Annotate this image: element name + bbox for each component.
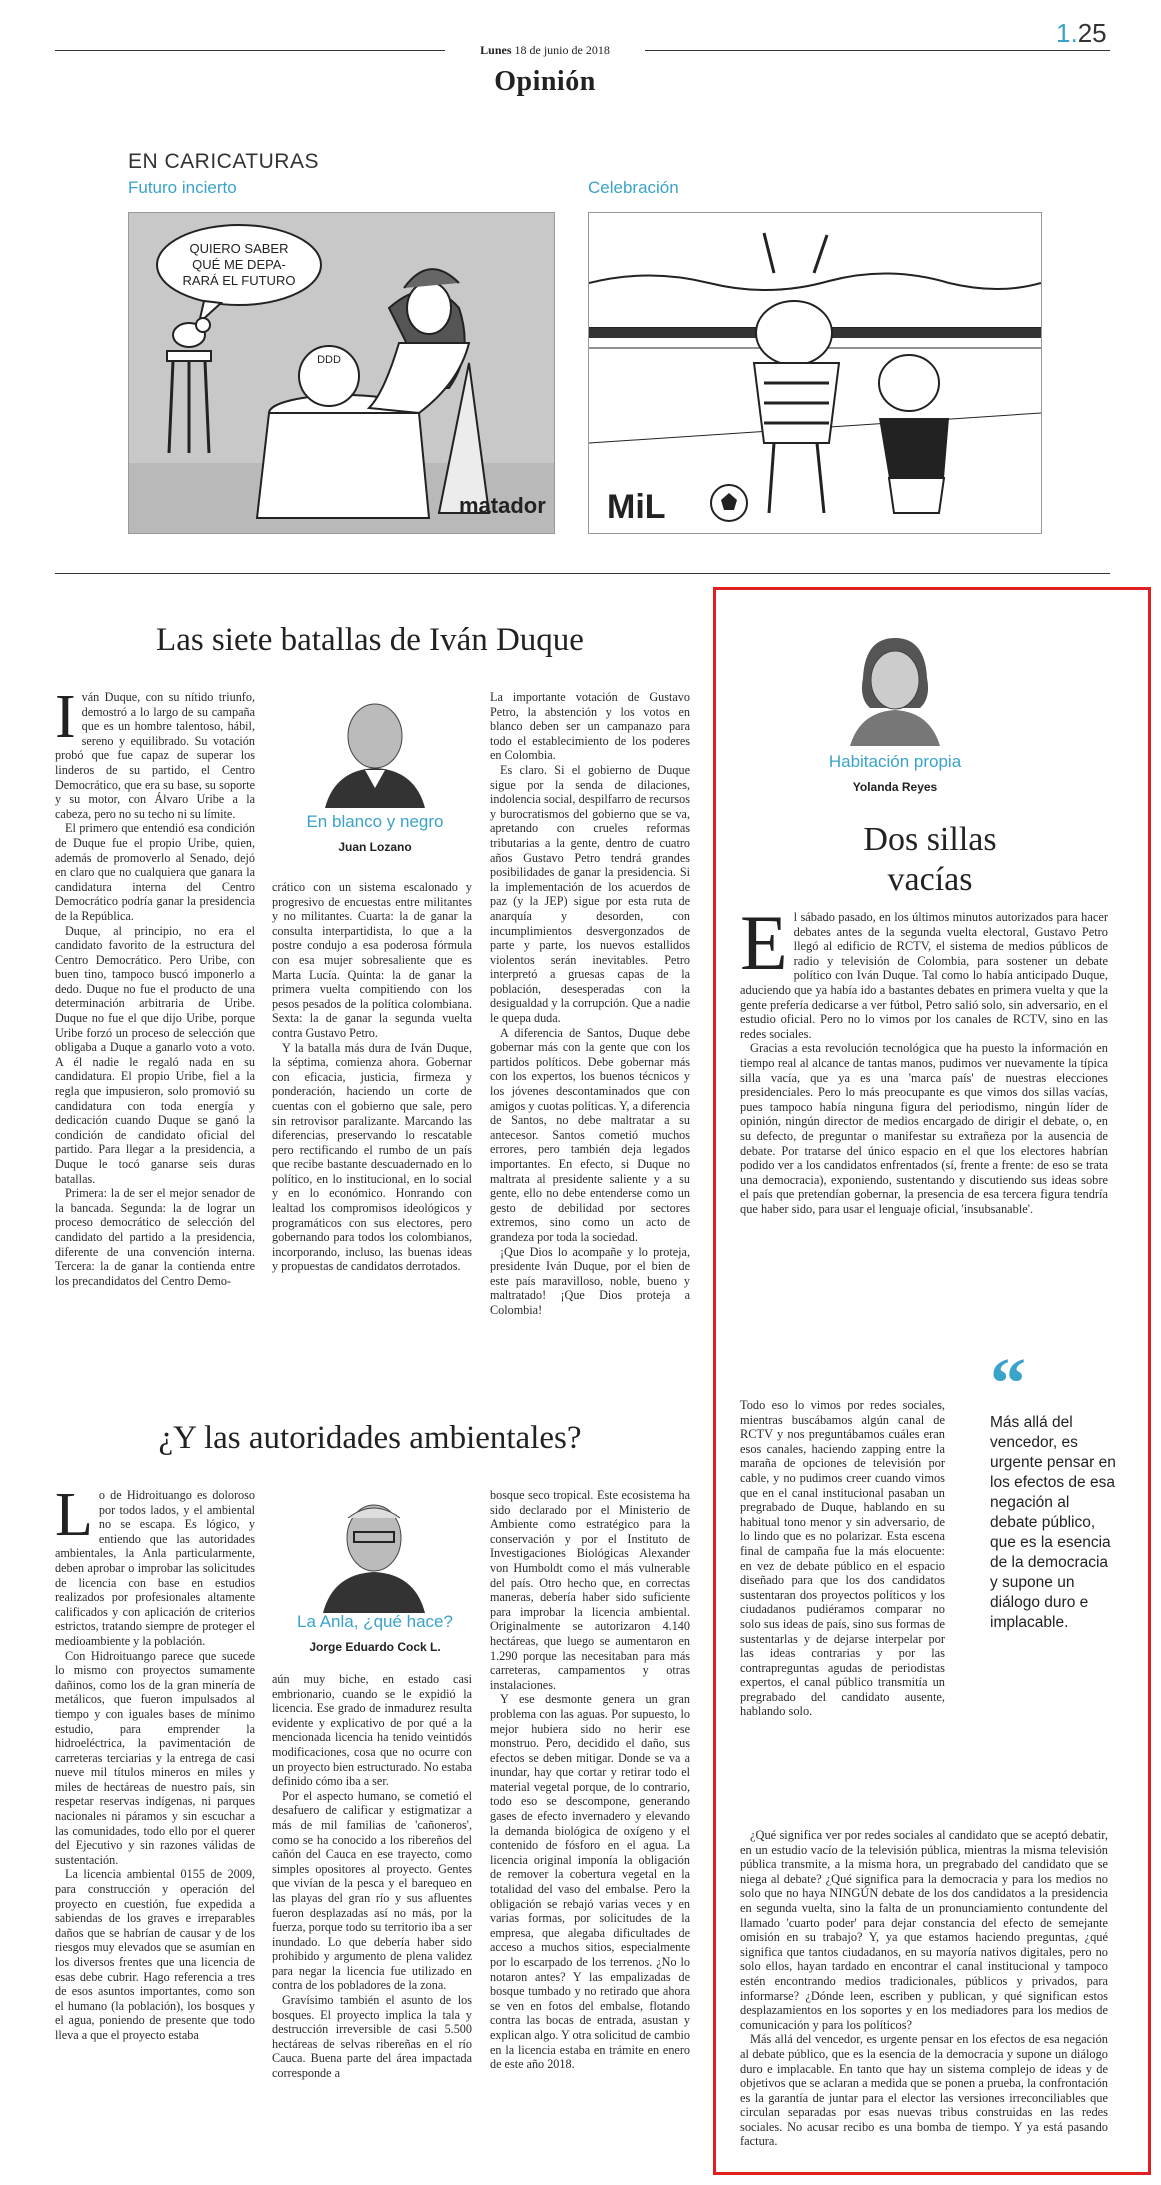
author-name: Yolanda Reyes [852, 780, 938, 794]
page-number: 1.25 [1056, 18, 1107, 48]
header-rule-left [55, 50, 445, 51]
cartoon-celebracion-illustration [589, 213, 1041, 533]
pull-quote [990, 1343, 1120, 1633]
svg-text:RARÁ EL FUTURO: RARÁ EL FUTURO [182, 273, 296, 288]
section-title: Opinión [494, 66, 596, 97]
article-headline-duque: Las siete batallas de Iván Duque [156, 622, 584, 658]
dropcap: E [740, 899, 788, 986]
cartoon-left-title: Futuro incierto [128, 178, 237, 197]
svg-text:MiL: MiL [607, 488, 666, 526]
byline-juan-lozano [275, 812, 475, 854]
article-sillas-body-bottom: ¿Qué significa ver por redes sociales al candidato que se aceptó debatir, en un estudio vacío de la televisión pública, mientras la misma televisión pública transmite, a la misma hora, un pregrabado del candidato que se niega al debate? ¿Qué significa para la democracia y para los medios no solo que no haya NINGÚN debate de los dos candidatos a la presidencia en segunda vuelta, sino la falta de un pronunciamiento contundente del llamado 'cuarto poder' para dejar constancia del efecto de semejante omisión en su trabajo? Y, ya que estamos haciendo preguntas, ¿qué significa que tantos ciudadanos, en su mayoría nativos digitales, pero no solo ellos, hayan tardado en encontrar el canal institucional y tampoco estén encontrando medios tradicionales, públicos y privados, para informarse? ¿Dónde leen, escriben y publican, y qué significan estos desplazamientos en los soportes y en los mediadores para los medios de comunicación y para los políticos? Más allá del vencedor, es urgente pensar en los efectos de esa negación al debate público, que es la esencia de la democracia y supone un diálogo duro e implacable. En tanto que hay un sistema complejo de ideas y de objetivos que se aclaran a medida que se ponen a prueba, la confrontación es la garantía de juntar para el elector las versiones irreconciliables que circulan separadas por esas nuevas tribus construidas en las redes sociales. No acusar recibo es una bomba de tiempo. Y ya está pasando factura. [740, 1828, 1108, 2149]
cartoon-futuro-illustration [129, 213, 554, 533]
article-duque-col3: La importante votación de Gustavo Petro, la abstención y los votos en blanco deben ser un campanazo para todo el establecimiento de los poderes en Colombia. Es claro. Si el gobierno de Duque sigue por la senda de dilaciones, indolencia social, despilfarro de recursos y burocratismos del gobierno que se va, apretando con crueles reformas tributarias a la gente, dentro de cuatro años Gustavo Petro tendrá grandes posibilidades de ganar la presidencia. Si la implementación de los acuerdos de paz (y la JEP) sigue por esta ruta de anarquía y desorden, con incumplimientos desvergonzados de parte y parte, los nuevos estallidos violentos serán inevitables. Petro interpretó a gruesas capas de la población, desesperadas con la desigualdad y la corrupción. Que a nadie le quepa duda. A diferencia de Santos, Duque debe gobernar más con la gente que con los partidos políticos. Debe gobernar más con los expertos, los buenos técnicos y los jóvenes descontaminados que con amigos y cuotas políticas. Y, a diferencia de Santos, no debe maltratar a su antecesor. Santos cometió muchos errores, pero también deja legados importantes. En efecto, si Duque no maltrata al presidente saliente y a su gente, ello no debe entenderse como un gesto de debilidad por sectores extremos, sino como un acto de grandeza por toda la sociedad. ¡Que Dios lo acompañe y lo proteja, presidente Iván Duque, por el bien de este país maravilloso, noble, bueno y maltratado! ¡Que Dios proteja a Colombia! [490, 690, 690, 1317]
header-rule-right [645, 50, 1110, 51]
cartoon-celebracion [588, 212, 1042, 534]
column-name: La Anla, ¿qué hace? [297, 1612, 453, 1631]
svg-text:QUIERO SABER: QUIERO SABER [189, 241, 289, 256]
cartoon-futuro-incierto [128, 212, 555, 534]
article-duque-col2: crático con un sistema escalonado y progresivo de encuestas entre militantes y no militantes. Cuarta: la de ganar la consulta interpartidista, lo que a la postre condujo a esa poderosa fórmula con esa mujer sobresaliente que es Marta Lucía. Quinta: la de ganar la primera vuelta compitiendo con los pesos pesados de la política colombiana. Sexta: la de ganar la segunda vuelta contra Gustavo Petro. Y la batalla más dura de Iván Duque, la séptima, comienza ahora. Gobernar con eficacia, justicia, firmeza y ponderación, haciendo un corte de cuentas con el gobierno que sale, pero sin retrovisor paralizante. Marcando las diferencias, preservando lo rescatable pero rectificando el rumbo de un país que recibe bastante descuadernado en lo político, en lo institucional, en lo social y en lo económico. Honrando con lealtad los compromisos ideológicos y programáticos con sus electores, pero gobernando para todos los colombianos, incorporando, incluso, las buenas ideas y propuestas de candidatos derrotados. [272, 880, 472, 1274]
quote-icon: “ [990, 1343, 1026, 1423]
article-duque-col1: Iván Duque, con su nítido triunfo, demostró a lo largo de su campaña que es un hombre talentoso, hábil, sereno y equilibrado. Su votación probó que fue capaz de superar los linderos de su partido, el Centro Democrático, que era su base, su soporte y su motor, con Álvaro Uribe a la cabeza, pero no su techo ni su límite. El primero que entendió esa condición de Duque fue el propio Uribe, quien, además de promoverlo al Senado, dejó en claro que no cualquiera que ganara la candidatura interna del Centro Democrático podría ganar la presidencia de la República. Duque, al principio, no era el candidato favorito de la estructura del Centro Democrático. Pero Uribe, con buen tino, tampoco buscó imponerlo a dedo. Duque no fue el producto de una determinación arbitraria de Uribe. Duque no fue el que dijo Uribe, porque Uribe forzó un proceso de selección que obligaba a Duque a ganarlo voto a voto. A él nadie le regaló nada en su candidatura. El propio Uribe, fiel a la regla que impusieron, solo promovió su candidatura con toda energía y dedicación cuando Duque se ganó la condición de candidato oficial del partido. Para llegar a la presidencia, a Duque le tocó ganarse seis duras batallas. Primera: la de ser el mejor senador de la bancada. Segunda: la de lograr un proceso democrático de selección del candidato del partido a la presidencia, diferente de una convención interna. Tercera: la de ganar la contienda entre los precandidatos del Centro Demo- [55, 683, 255, 1288]
article-ambientales-col1: Lo de Hidroituango es doloroso por todos lados, y el ambiental no se escapa. Es lógico, y entiendo que las autoridades ambientales, la Anla particularmente, deben aprobar o improbar las solicitudes de licencia con base en estudios realizados por profesionales altamente calificados y con aplicación de criterios estrictos, tratando siempre de proteger el medioambiente y la población. Con Hidroituango parece que sucede lo mismo con proyectos sumamente dañinos, como los de la gran minería de metálicos, que fueron impulsados al tiempo y con iguales bases de mínimo estudio, para emprender la hidroeléctrica, la pavimentación de carreteras terciarias y la entrega de casi nueve mil títulos mineros en miles y miles de hectáreas de nuestro país, sin respetar reservas indígenas, ni parques nacionales ni páramos y sin escuchar a las comunidades, todo ello por el querer del Ejecutivo y sin razones válidas de sustentación. La licencia ambiental 0155 de 2009, para construcción y operación del proyecto en cuestión, fue expedida a sabiendas de los graves e irreparables daños que se habrían de causar y de los riesgos muy elevados que se asumían en los diversos frentes que una licencia de esas debe cubrir. Hago referencia a tres de esos asuntos importantes, como son el humano (la población), los bosques y el agua, poniendo de presente que todo lleva a que el proyecto estaba [55, 1481, 255, 2042]
article-ambientales-col3: bosque seco tropical. Este ecosistema ha sido declarado por el Ministerio de Ambiente como estratégico para la conservación y por el Instituto de Investigaciones Biológicas Alexander von Humboldt como el más vulnerable del país. Otro hecho que, en correctas maneras, debería haber sido suficiente para improbar la licencia ambiental. Originalmente se autorizaron 4.140 hectáreas, que luego se aumentaron en 1.290 porque las necesitaban para más carreteras, campamentos y otras instalaciones. Y ese desmonte genera un gran problema con las aguas. Por supuesto, lo mejor hubiera sido no herir ese monstruo. Pero, decidido el daño, sus efectos se deben mitigar. Donde se va a inundar, hay que cortar y retirar todo el material vegetal porque, de lo contrario, todo eso se descompone, generando gases de efecto invernadero y elevando la demanda biológica de oxígeno y el contenido de fósforo en el agua. La licencia original imponía la obligación de remover la cobertura vegetal en la totalidad del vaso del embalse. Pero la obligación se rebajó varias veces y en varias formas, por solicitudes de la empresa, que alegaba dificultades de acceso a muchos sitios, especialmente por lo escarpado de los terrenos. ¿No lo notaron antes? Y las empalizadas de bosque tumbado y no retirado que ahora se ven en fotos del embalse, flotando contra las bocas de entrada, asustan y explican algo. Y otra solicitud de cambio en la licencia estaba en trámite en enero de este año 2018. [490, 1488, 690, 2072]
cartoons-title: EN CARICATURAS [128, 150, 319, 173]
byline-jorge-cock [270, 1612, 480, 1654]
article-headline-ambientales: ¿Y las autoridades ambientales? [158, 1420, 582, 1456]
issue-date: Lunes 18 de junio de 2018 [480, 43, 610, 57]
svg-text:QUÉ ME DEPA-: QUÉ ME DEPA- [192, 257, 286, 272]
author-name: Jorge Eduardo Cock L. [309, 1640, 441, 1654]
column-name: En blanco y negro [306, 812, 444, 831]
byline-yolanda-reyes [790, 752, 1000, 794]
article-sillas-body-narrow: Todo eso lo vimos por redes sociales, mientras buscábamos algún canal de RCTV y nos preguntábamos cuáles eran esos canales, haciendo zapping entre la maraña de opciones de televisión por cable, y no pudimos creer cuando vimos que en el canal institucional pasaban un pregrabado de Duque, hablando en su habitual tono menor y sin adversario, de lo lindo que es no polarizar. Esta escena final de campaña fue la más elocuente: en vez de debate público en el espacio diseñado para que los dos candidatos sustentaran dos proyectos políticos y los ciudadanos pudiéramos comparar no solo sus ideas de país, sino sus formas de sustentarlas y de dejarse interpelar por las ideas contrarias y por las contrapreguntas agudas de periodistas expertos, el canal público transmitía un pregrabado del candidato ausente, hablando solo. [740, 1398, 945, 1719]
cartoon-right-title: Celebración [588, 178, 679, 197]
cartoons-bottom-rule [55, 573, 1110, 574]
pull-quote-text: Más allá del vencedor, es urgente pensar en los efectos de esa negación al debate público, que es la esencia de la democracia y supone un diálogo duro e implacable. [990, 1414, 1116, 1631]
article-ambientales-col2: aún muy biche, en estado casi embrionario, cuando se le expidió la licencia. Ese grado de inmadurez resulta evidente y explicativo de por qué a la mencionada licencia ha tenido veintidós modificaciones, cosa que no ocurre con un proyecto bien estructurado. No estaba definido cómo iba a ser. Por el aspecto humano, se cometió el desafuero de calificar y estigmatizar a más de mil familias de 'cañoneros', como se ha conocido a los ribereños del cañón del Cauca en ese trayecto, como simples opositores al proyecto. Gentes que vivían de la pesca y el barequeo en las playas del gran río y sus afluentes fueron desplazadas así no más, por la fuerza, porque todo su territorio iba a ser inundado. Lo que debería haber sido prohibido y argumento de plena validez para negar la licencia fue utilizado en contra de los pobladores de la zona. Gravísimo también el asunto de los bosques. El proyecto implica la tala y destrucción irreversible de casi 5.500 hectáreas de selvas ribereñas en el río Cauca. Buena parte del área impactada corresponde a [272, 1672, 472, 2081]
article-sillas-body-top: El sábado pasado, en los últimos minutos autorizados para hacer debates antes de la segunda vuelta electoral, Gustavo Petro llegó al edificio de RCTV, el sistema de medios públicos de radio y televisión de Colombia, para sostener un debate político con Iván Duque. Tal como lo había anticipado Duque, aduciendo que ya había ido a bastantes debates en primera vuelta y que la gente prefería dedicarse a ver fútbol, Petro salió solo, sin adversario, en el estudio oficial. Pero no lo vimos por los canales de RCTV, sino en las redes sociales. Gracias a esta revolución tecnológica que ha puesto la información en tiempo real al alcance de tantas manos, pudimos ver nuevamente la típica silla vacía, que ya es una 'marca país' de nuestras elecciones presidenciales. Pero lo más preocupante es que vimos dos sillas vacías, pues tampoco había ninguna figura del periodismo, ningún líder de opinión, ningún director de medios encargado de dirigir el debate, o, en su defecto, de preguntar o manifestar su extrañeza por la ausencia de debate. Por tratarse del único espacio en el que los electores habrían podido ver a los candidatos enfrentados (sí, frente a frente: de eso se trata una democracia), exponiendo, sustentando y discutiendo sus ideas sobre el país que pretendían gobernar, la presencia de esa tercera figura tendría que haber sido, para usar el lenguaje oficial, 'insubsanable'. [740, 899, 1108, 1216]
column-name: Habitación propia [828, 752, 962, 771]
author-name: Juan Lozano [338, 840, 412, 854]
author-photo-yolanda-reyes [845, 628, 945, 746]
dropcap: I [55, 683, 76, 751]
dropcap: L [55, 1481, 93, 1549]
author-photo-jorge-cock [318, 1488, 430, 1613]
svg-text:DDD: DDD [317, 354, 341, 366]
article-headline-sillas: Dos sillas vacías [863, 821, 997, 898]
author-photo-juan-lozano [320, 688, 430, 808]
svg-text:matador: matador [459, 493, 546, 518]
